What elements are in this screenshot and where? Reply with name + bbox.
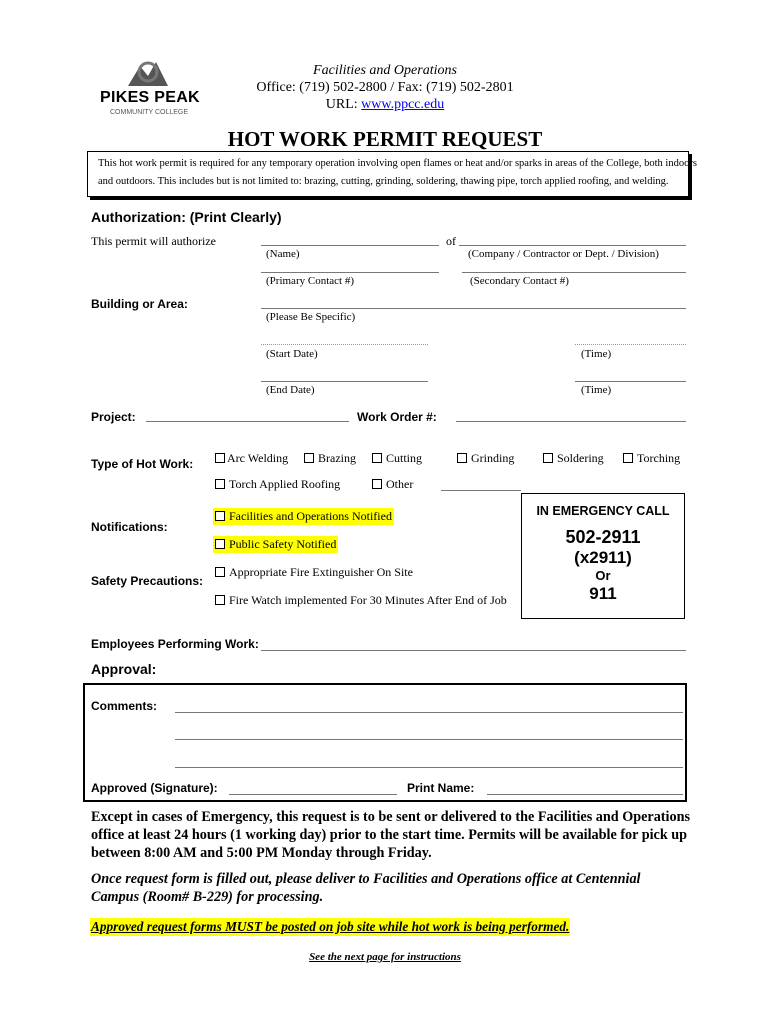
end-date-field[interactable]	[261, 381, 428, 382]
work-order-field[interactable]	[456, 421, 686, 422]
end-time-caption: (Time)	[581, 384, 612, 396]
torching-checkbox[interactable]	[623, 453, 633, 463]
building-label: Building or Area:	[91, 297, 188, 311]
print-name-field[interactable]	[487, 794, 683, 795]
employees-field[interactable]	[261, 650, 686, 651]
comments-label: Comments:	[91, 699, 158, 713]
start-time-field[interactable]	[575, 344, 686, 345]
emergency-911: 911	[589, 584, 617, 603]
brazing-checkbox[interactable]	[304, 453, 314, 463]
comments-line-3[interactable]	[175, 767, 683, 768]
cutting-checkbox[interactable]	[372, 453, 382, 463]
secondary-contact-field[interactable]	[462, 272, 686, 273]
signature-label: Approved (Signature):	[91, 781, 218, 795]
name-field[interactable]	[261, 245, 439, 246]
posting-note: Approved request forms MUST be posted on job site while hot work is being performed.	[91, 919, 570, 934]
public-safety-checkbox[interactable]	[215, 539, 225, 549]
safety-label: Safety Precautions:	[91, 574, 204, 588]
fire-watch-label: Fire Watch implemented For 30 Minutes After End of Job	[229, 593, 507, 607]
office-contact: Office: (719) 502-2800 / Fax: (719) 502-2801	[256, 80, 514, 95]
authorization-heading: Authorization: (Print Clearly)	[91, 209, 282, 225]
employees-label: Employees Performing Work:	[91, 637, 259, 651]
arc-welding-label: Arc Welding	[227, 451, 289, 465]
project-label: Project:	[91, 410, 136, 424]
start-date-field[interactable]	[261, 344, 428, 345]
emergency-box	[521, 493, 685, 619]
building-field[interactable]	[261, 308, 686, 309]
emergency-title: IN EMERGENCY CALL	[536, 504, 670, 518]
project-field[interactable]	[146, 421, 349, 422]
other-checkbox[interactable]	[372, 479, 382, 489]
soldering-label: Soldering	[557, 451, 604, 465]
comments-line-1[interactable]	[175, 712, 683, 713]
of-text: of	[446, 234, 456, 248]
url-link[interactable]: www.ppcc.edu	[361, 97, 445, 112]
secondary-contact-caption: (Secondary Contact #)	[470, 275, 569, 287]
logo-name: PIKES PEAK	[100, 89, 200, 106]
torch-roofing-label: Torch Applied Roofing	[229, 477, 341, 491]
torch-roofing-checkbox[interactable]	[215, 479, 225, 489]
grinding-label: Grinding	[471, 451, 515, 465]
start-date-caption: (Start Date)	[266, 348, 318, 360]
facilities-notified-checkbox[interactable]	[215, 511, 225, 521]
brazing-label: Brazing	[318, 451, 356, 465]
dept-name: Facilities and Operations	[313, 63, 457, 78]
page-title: HOT WORK PERMIT REQUEST	[227, 127, 543, 151]
intro-line-2: and outdoors. This includes but is not limited to: brazing, cutting, grinding, soldering, thawing pipe, torch applied roofing, and welding.	[98, 176, 669, 187]
other-label: Other	[386, 477, 414, 491]
notifications-label: Notifications:	[91, 520, 168, 534]
public-safety-item	[213, 536, 338, 553]
start-time-caption: (Time)	[581, 348, 612, 360]
approval-heading: Approval:	[91, 661, 157, 677]
intro-box	[87, 151, 697, 197]
soldering-checkbox[interactable]	[543, 453, 553, 463]
end-time-field[interactable]	[575, 381, 686, 382]
company-caption: (Company / Contractor or Dept. / Division)	[468, 248, 659, 260]
url-line	[0, 97, 770, 113]
public-safety-label: Public Safety Notified	[229, 537, 337, 551]
permit-authorize-text: This permit will authorize	[91, 234, 216, 248]
building-caption: (Please Be Specific)	[266, 311, 356, 323]
torching-label: Torching	[637, 451, 681, 465]
arc-welding-checkbox[interactable]	[215, 453, 225, 463]
signature-field[interactable]	[229, 794, 397, 795]
cutting-label: Cutting	[386, 451, 423, 465]
emergency-number: 502-2911	[565, 527, 641, 547]
emergency-extension: (x2911)	[574, 548, 632, 567]
fire-extinguisher-checkbox[interactable]	[215, 567, 225, 577]
facilities-notified-label: Facilities and Operations Notified	[229, 509, 392, 523]
approval-box	[83, 683, 687, 802]
other-field[interactable]	[441, 490, 521, 491]
primary-contact-field[interactable]	[261, 272, 439, 273]
primary-contact-caption: (Primary Contact #)	[266, 275, 354, 287]
intro-line-1: This hot work permit is required for any temporary operation involving open flames or heat and/or sparks in areas of the College, both indoors	[98, 158, 697, 169]
name-caption: (Name)	[266, 248, 300, 260]
end-date-caption: (End Date)	[266, 384, 315, 396]
print-name-label: Print Name:	[407, 781, 475, 795]
facilities-notified-item	[213, 508, 394, 525]
emergency-or: Or	[595, 568, 611, 583]
fire-extinguisher-label: Appropriate Fire Extinguisher On Site	[229, 565, 413, 579]
logo-subtitle: COMMUNITY COLLEGE	[110, 109, 189, 116]
hot-work-label: Type of Hot Work:	[91, 457, 194, 471]
submission-notice: Except in cases of Emergency, this request is to be sent or delivered to the Facilities and Operations office at least 24 hours (1 working day) prior to the start time. Permits will be available for pick up between 8:00 AM and 5:00 PM Monday through Friday.	[91, 809, 690, 861]
comments-line-2[interactable]	[175, 739, 683, 740]
delivery-note: Once request form is filled out, please deliver to Facilities and Operations office at Centennial Campus (Room# B-229) for processing.	[91, 871, 641, 905]
company-field[interactable]	[459, 245, 686, 246]
url-label: URL:	[325, 97, 362, 112]
next-page-link[interactable]: See the next page for instructions	[309, 951, 461, 963]
grinding-checkbox[interactable]	[457, 453, 467, 463]
fire-watch-checkbox[interactable]	[215, 595, 225, 605]
work-order-label: Work Order #:	[357, 410, 437, 424]
